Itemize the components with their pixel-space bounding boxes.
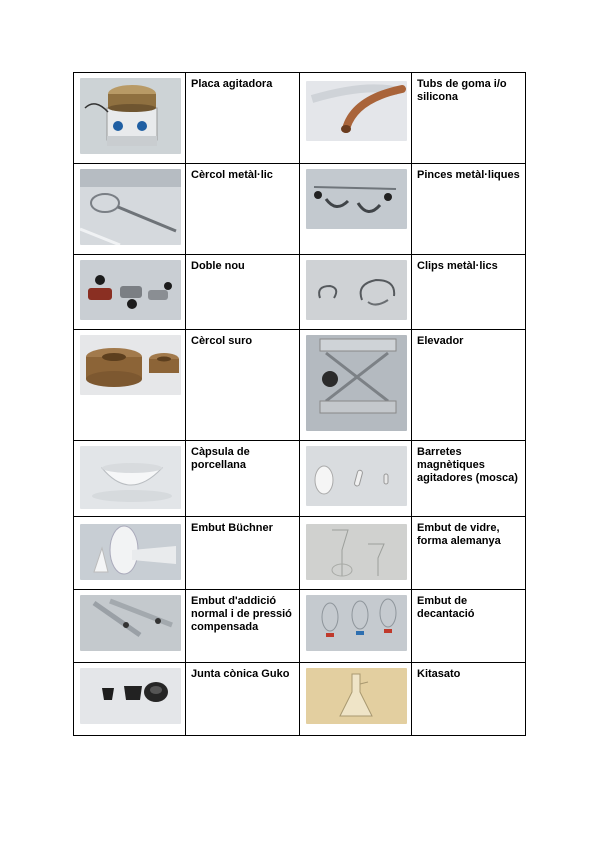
table-row [74, 330, 526, 441]
item-label: Cèrcol metàl·lic [191, 169, 273, 181]
item-label: Pinces metàl·liques [417, 169, 520, 181]
image-cell [300, 517, 412, 590]
item-label: Junta cònica Guko [191, 668, 290, 680]
label-cell [412, 255, 526, 330]
guko-adapter-photo [80, 668, 181, 724]
rubber-tube-photo [306, 81, 407, 141]
label-cell [186, 590, 300, 663]
label-cell [412, 663, 526, 736]
table-row [74, 73, 526, 164]
item-label: Embut de vidre, forma alemanya [417, 522, 501, 547]
table-row [74, 663, 526, 736]
table-row [74, 441, 526, 517]
metal-clamps-photo [306, 169, 407, 229]
item-label: Cèrcol suro [191, 335, 253, 347]
item-label: Kitasato [417, 668, 461, 680]
item-label: Doble nou [191, 260, 245, 272]
image-cell [300, 73, 412, 164]
table-row [74, 255, 526, 330]
label-cell [186, 330, 300, 441]
image-cell [74, 517, 186, 590]
image-cell [300, 663, 412, 736]
table-row [74, 164, 526, 255]
item-label: Embut d'addició normal i de pressió compensada [191, 595, 292, 633]
stir-bars-photo [306, 446, 407, 506]
metal-clips-photo [306, 260, 407, 320]
metal-ring-photo [80, 169, 181, 245]
kitasato-flask-photo [306, 668, 407, 724]
image-cell [74, 164, 186, 255]
item-label: Tubs de goma i/o silicona [417, 78, 507, 103]
item-label: Embut Büchner [191, 522, 273, 534]
separatory-funnel-photo [306, 595, 407, 651]
label-cell [412, 330, 526, 441]
label-cell [412, 441, 526, 517]
label-cell [412, 517, 526, 590]
buchner-funnel-photo [80, 524, 181, 580]
item-label: Càpsula de porcellana [191, 446, 250, 471]
label-cell [412, 590, 526, 663]
table-row [74, 517, 526, 590]
image-cell [300, 255, 412, 330]
label-cell [186, 164, 300, 255]
item-label: Placa agitadora [191, 78, 273, 90]
image-cell [74, 441, 186, 517]
label-cell [186, 73, 300, 164]
porcelain-dish-photo [80, 446, 181, 509]
image-cell [300, 590, 412, 663]
image-cell [74, 590, 186, 663]
image-cell [74, 330, 186, 441]
item-label: Embut de decantació [417, 595, 475, 620]
label-cell [186, 255, 300, 330]
item-label: Barretes magnètiques agitadores (mosca) [417, 446, 518, 484]
label-cell [186, 663, 300, 736]
glass-funnel-photo [306, 524, 407, 580]
image-cell [74, 73, 186, 164]
label-cell [412, 164, 526, 255]
item-label: Elevador [417, 335, 464, 347]
label-cell [186, 517, 300, 590]
boss-head-photo [80, 260, 181, 320]
image-cell [74, 663, 186, 736]
cork-ring-photo [80, 335, 181, 395]
label-cell [412, 73, 526, 164]
table-row [74, 590, 526, 663]
image-cell [300, 330, 412, 441]
item-label: Clips metàl·lics [417, 260, 498, 272]
image-cell [74, 255, 186, 330]
stirrer-hotplate-photo [80, 78, 181, 154]
label-cell [186, 441, 300, 517]
addition-funnel-photo [80, 595, 181, 651]
image-cell [300, 441, 412, 517]
lab-jack-photo [306, 335, 407, 431]
lab-equipment-table [73, 72, 526, 736]
image-cell [300, 164, 412, 255]
